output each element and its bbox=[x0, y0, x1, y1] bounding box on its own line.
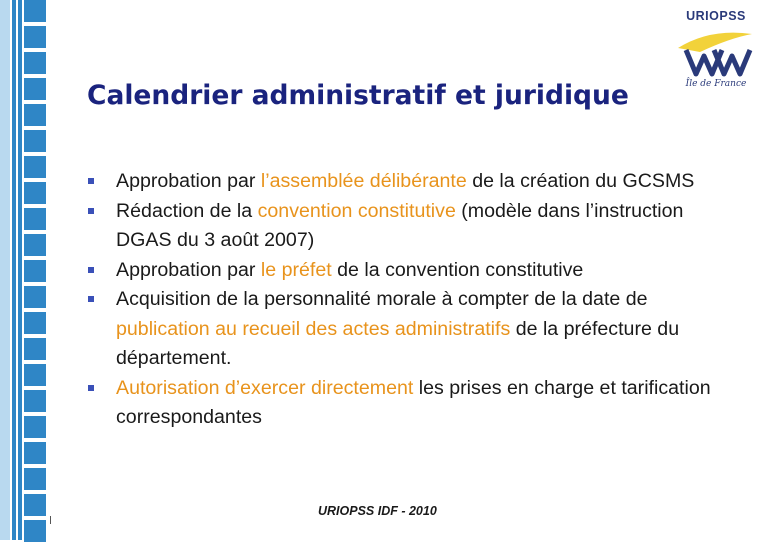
bullet-text-part: Rédaction de la bbox=[116, 199, 258, 222]
bullet-text bbox=[116, 197, 728, 256]
bar-stripe bbox=[0, 0, 10, 540]
svg-text:Île de France: Île de France bbox=[685, 79, 747, 89]
highlighted-term: Autorisation d’exercer directement bbox=[116, 376, 414, 399]
bar-square bbox=[24, 390, 46, 412]
bullet-list bbox=[88, 167, 728, 433]
bullet-text-part: de la création du GCSMS bbox=[466, 170, 695, 192]
bullet-item bbox=[88, 197, 728, 256]
bullet-item bbox=[88, 374, 728, 433]
uriopss-logo bbox=[670, 0, 760, 92]
bullet-square-icon bbox=[88, 256, 116, 286]
highlighted-term: le préfet bbox=[260, 258, 332, 281]
bullet-text bbox=[116, 374, 728, 433]
svg-text:URIOPSS: URIOPSS bbox=[686, 9, 746, 23]
footer-text: URIOPSS IDF - 2010 bbox=[318, 504, 437, 518]
bullet-text-part: Approbation par bbox=[116, 170, 261, 192]
bar-square bbox=[24, 182, 46, 204]
bullet-square-icon bbox=[88, 285, 116, 374]
bullet-text-part: Approbation par bbox=[116, 258, 261, 281]
bar-stripe bbox=[12, 0, 16, 540]
bullet-text-part: (modèle dans l’instruction DGAS du 3 août 2007) bbox=[116, 199, 684, 251]
bar-square bbox=[24, 156, 46, 178]
bar-square bbox=[24, 312, 46, 334]
bullet-item bbox=[88, 285, 728, 374]
bullet-text-part: Acquisition de la personnalité morale à compter de la date de bbox=[116, 288, 648, 310]
bullet-item bbox=[88, 256, 728, 286]
bullet-item bbox=[88, 167, 728, 197]
bar-square bbox=[24, 442, 46, 464]
divider-tick bbox=[50, 516, 51, 524]
bullet-square-icon bbox=[88, 197, 116, 256]
bullet-text-part: les prises en charge et tarification correspondantes bbox=[116, 376, 711, 428]
bullet-text-part: de la convention constitutive bbox=[331, 258, 584, 281]
bullet-text bbox=[116, 285, 728, 374]
bar-square bbox=[24, 286, 46, 308]
bar-square bbox=[24, 130, 46, 152]
bar-square bbox=[24, 468, 46, 490]
bar-square bbox=[24, 104, 46, 126]
bar-square bbox=[24, 416, 46, 438]
bar-square bbox=[24, 78, 46, 100]
bar-square bbox=[24, 364, 46, 386]
bar-square bbox=[24, 208, 46, 230]
bullet-square-icon bbox=[88, 374, 116, 433]
decorative-left-bar bbox=[0, 0, 46, 540]
bar-square bbox=[24, 234, 46, 256]
highlighted-term: publication au recueil des actes administratifs bbox=[116, 317, 511, 340]
bullet-text bbox=[116, 256, 583, 286]
bar-square bbox=[24, 26, 46, 48]
slide-title: Calendrier administratif et juridique bbox=[87, 80, 629, 111]
bar-square bbox=[24, 338, 46, 360]
bar-square bbox=[24, 260, 46, 282]
bar-stripe bbox=[18, 0, 22, 540]
bar-square bbox=[24, 520, 46, 542]
bar-square bbox=[24, 494, 46, 516]
bullet-text bbox=[116, 167, 694, 197]
bullet-square-icon bbox=[88, 167, 116, 197]
bar-square bbox=[24, 52, 46, 74]
bullet-text-part: de la préfecture du département. bbox=[116, 317, 680, 369]
bar-square bbox=[24, 0, 46, 22]
highlighted-term: convention constitutive bbox=[257, 199, 456, 222]
highlighted-term: l’assemblée délibérante bbox=[260, 170, 467, 192]
